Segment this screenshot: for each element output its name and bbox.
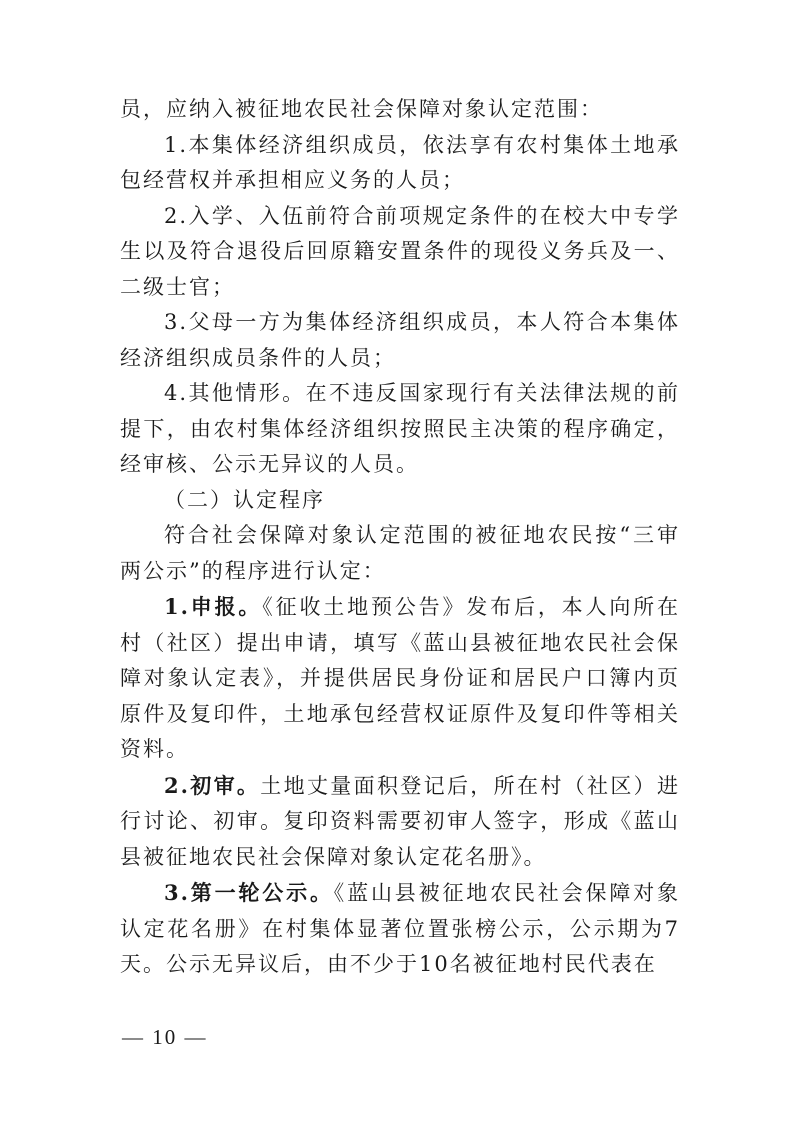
step-2-title: 2.初审。 — [164, 772, 261, 798]
section-heading: （二）认定程序 — [164, 487, 325, 512]
intro-paragraph: 符合社会保障对象认定范围的被征地农民按“三审两公示”的程序进行认定： — [120, 523, 680, 583]
list-item-4: 4.其他情形。在不违反国家现行有关法律法规的前提下，由农村集体经济组织按照民主决策的程序确定，经审核、公示无异议的人员。 — [120, 381, 680, 476]
paragraph-continuation: 员，应纳入被征地农民社会保障对象认定范围： — [120, 97, 603, 121]
step-1-title: 1.申报。 — [164, 594, 263, 619]
page-number: — 10 — — [122, 1025, 208, 1049]
step-3-title: 3.第一轮公示。 — [164, 880, 334, 905]
step-1-text: 《征收土地预公告》发布后，本人向所在村（社区）提出申请，填写《蓝山县被征地农民社会保障对象认定表》，并提供居民身份证和居民户口簿内页原件及复印件，土地承包经营权证原件及复印件等相关资料。 — [120, 595, 680, 761]
step-1 — [120, 589, 680, 768]
list-item-2: 2.入学、入伍前符合前项规定条件的在校大中专学生以及符合退役后回原籍安置条件的现役义务兵及一、二级士官； — [120, 203, 680, 299]
step-3-text: 《蓝山县被征地农民社会保障对象认定花名册》在村集体显著位置张榜公示，公示期为7天。公示无异议后，由不少于10名被征地村民代表在 — [120, 881, 680, 976]
step-2-text: 土地丈量面积登记后，所在村（社区）进行讨论、初审。复印资料需要初审人签字，形成《蓝山县被征地农民社会保障对象认定花名册》。 — [120, 773, 680, 869]
list-item-1: 1.本集体经济组织成员，依法享有农村集体土地承包经营权并承担相应义务的人员； — [120, 132, 680, 192]
body-text — [120, 92, 680, 983]
step-3 — [120, 875, 680, 983]
list-item-3: 3.父母一方为集体经济组织成员，本人符合本集体经济组织成员条件的人员； — [120, 310, 680, 370]
step-2 — [120, 768, 680, 876]
